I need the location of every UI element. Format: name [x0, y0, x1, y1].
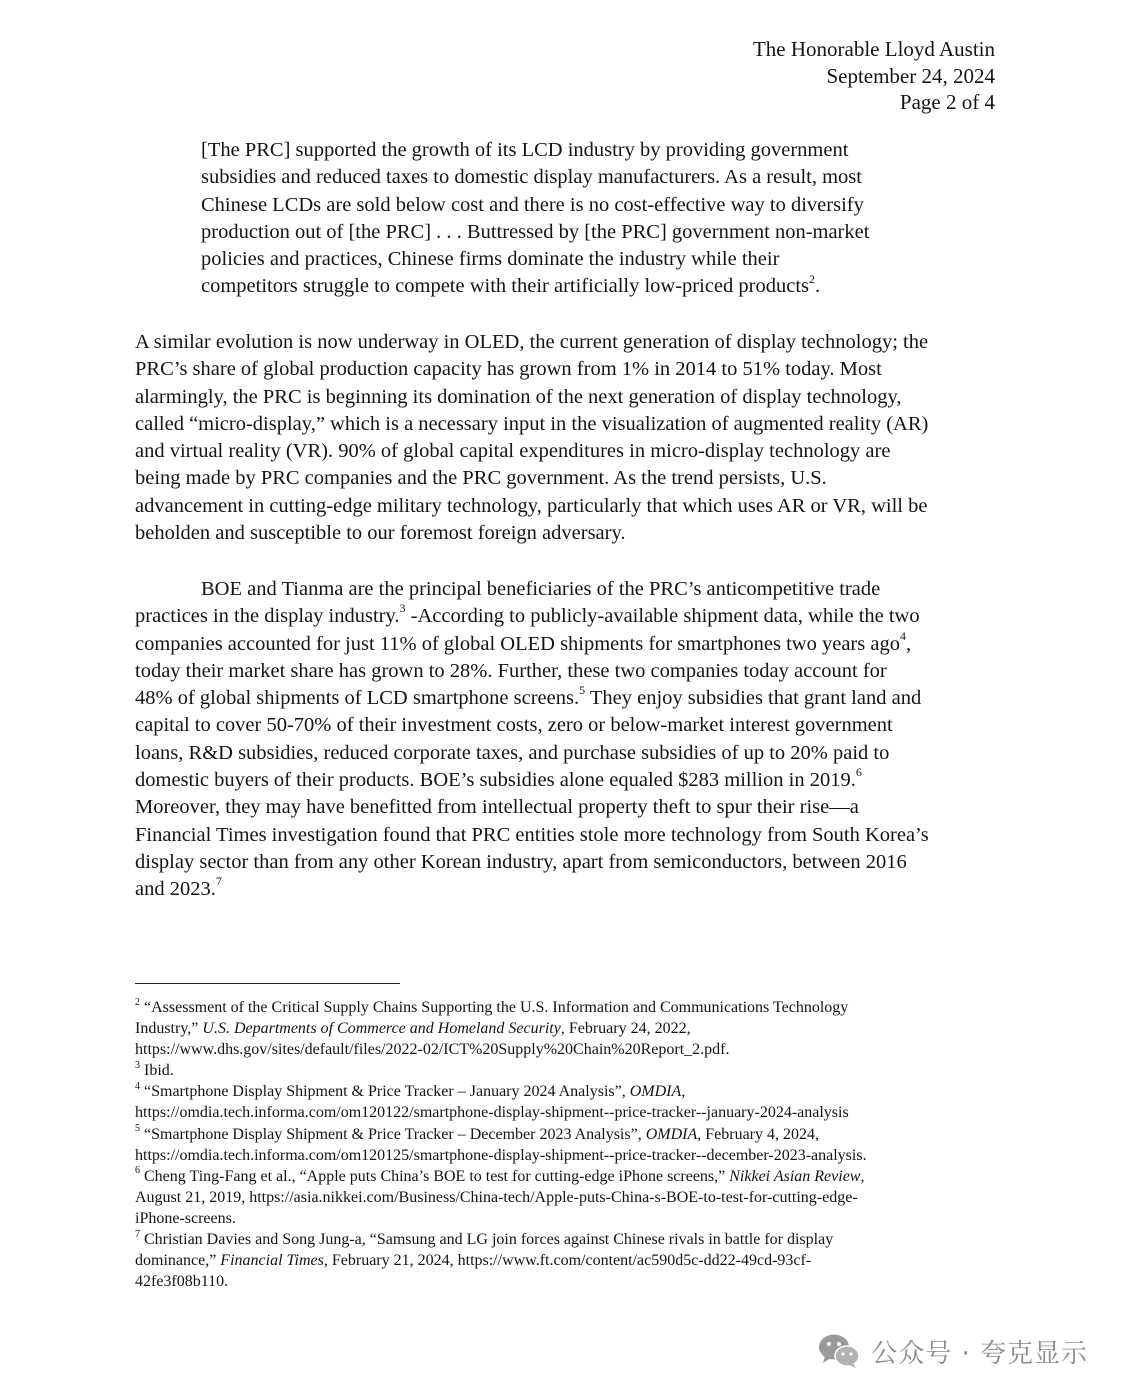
footnote-ref: 7 — [215, 874, 222, 889]
paragraph-line: loans, R&D subsidies, reduced corporate taxes, and purchase subsidies of up to 20% paid to — [135, 741, 890, 764]
footnote-4-link: https://omdia.tech.informa.com/om120122/smartphone-display-shipment--price-tracker--january-2024-analysis — [135, 1104, 849, 1122]
wechat-icon — [817, 1332, 861, 1370]
footnote-3: $^3$ Ibid. — [135, 1059, 174, 1080]
quote-line: [The PRC] supported the growth of its LCD industry by providing government — [201, 139, 849, 161]
quote-line: Chinese LCDs are sold below cost and there is no cost-effective way to diversify — [201, 193, 864, 216]
quote-line: production out of [the PRC] . . . Buttressed by [the PRC] government non-market — [201, 220, 870, 243]
footnote-6-cont: August 21, 2019, https://asia.nikkei.com/Business/China-tech/Apple-puts-China-s-BOE-to-test-for-cutting-edge- — [135, 1188, 858, 1206]
recipient-name: The Honorable Lloyd Austin — [752, 37, 995, 61]
paragraph-line: Moreover, they may have benefitted from intellectual property theft to spur their rise—a — [135, 796, 859, 819]
letter-date: September 24, 2024 — [826, 63, 995, 88]
paragraph-line: domestic buyers of their products. BOE’s subsidies alone equaled $283 million in 2019.$^6$ — [135, 765, 862, 792]
footnotes — [135, 997, 995, 1292]
paragraph-line: display sector than from any other Korean industry, apart from semiconductors, between 2016 — [135, 850, 907, 873]
footnote-6-cont: iPhone-screens. — [135, 1209, 236, 1227]
paragraph-line: practices in the display industry.$^3$ -According to publicly-available shipment data, while the two — [135, 601, 920, 628]
footnote-ref: 4 — [899, 628, 906, 643]
paragraph-boe-tianma — [135, 576, 1005, 904]
paragraph-line: called “micro-display,” which is a necessary input in the visualization of augmented reality (AR) — [135, 412, 929, 435]
paragraph-line: and 2023.$^7$ — [135, 874, 222, 901]
footnote-5: $^5$ “Smartphone Display Shipment & Price Tracker – December 2023 Analysis”, OMDIA, February 4, 2024, — [135, 1123, 819, 1143]
watermark-text: 公众号 · 夸克显示 — [871, 1338, 1088, 1369]
quote-line: subsidies and reduced taxes to domestic display manufacturers. As a result, most — [201, 166, 862, 189]
paragraph-line: beholden and susceptible to our foremost foreign adversary. — [135, 522, 626, 545]
paragraph-oled — [135, 329, 1005, 547]
paragraph-line: and virtual reality (VR). 90% of global capital expenditures in micro-display technology are — [135, 440, 891, 463]
letter-header — [753, 36, 995, 116]
paragraph-line: A similar evolution is now underway in OLED, the current generation of display technology; the — [135, 331, 929, 353]
footnote-ref: 3 — [399, 601, 406, 616]
footnote-4: $^4$ “Smartphone Display Shipment & Price Tracker – January 2024 Analysis”, OMDIA, — [135, 1081, 686, 1101]
paragraph-line: today their market share has grown to 28%. Further, these two companies today account for — [135, 659, 887, 682]
footnote-5-link: https://omdia.tech.informa.com/om120125/smartphone-display-shipment--price-tracker--december-2023-analysis. — [135, 1146, 867, 1164]
footnote-2-cont: Industry,” U.S. Departments of Commerce and Homeland Security, February 24, 2022, — [135, 1020, 691, 1038]
paragraph-line: being made by PRC companies and the PRC government. As the trend persists, U.S. — [135, 467, 827, 490]
block-quote — [201, 137, 936, 301]
footnote-ref: 5 — [579, 683, 586, 698]
footnote-7: $^7$ Christian Davies and Song Jung-a, “Samsung and LG join forces against Chinese rivals in battle for display — [135, 1228, 834, 1249]
wechat-watermark — [817, 1331, 1088, 1371]
footnote-6: $^6$ Cheng Ting-Fang et al., “Apple puts China’s BOE to test for cutting-edge iPhone screens,” Nikkei Asian Review, — [135, 1165, 865, 1185]
quote-line: policies and practices, Chinese firms dominate the industry while their — [201, 248, 780, 271]
paragraph-line: advancement in cutting-edge military technology, particularly that which uses AR or VR, will be — [135, 494, 928, 517]
footnote-divider — [135, 983, 400, 984]
paragraph-line: PRC’s share of global production capacity has grown from 1% in 2014 to 51% today. Most — [135, 358, 882, 381]
footnote-7-cont: 42fe3f08b110. — [135, 1273, 229, 1291]
paragraph-line: capital to cover 50-70% of their investment costs, zero or below-market interest government — [135, 714, 893, 737]
paragraph-line: Financial Times investigation found that PRC entities stole more technology from South Korea’s — [135, 823, 929, 846]
paragraph-line: alarmingly, the PRC is beginning its domination of the next generation of display technology, — [135, 385, 902, 408]
paragraph-line: BOE and Tianma are the principal beneficiaries of the PRC’s anticompetitive trade — [201, 578, 881, 600]
footnote-7-cont: dominance,” Financial Times, February 21, 2024, https://www.ft.com/content/ac590d5c-dd22-49cd-93cf- — [135, 1252, 812, 1270]
footnote-2: $^2$ “Assessment of the Critical Supply Chains Supporting the U.S. Information and Communications Technology — [135, 996, 849, 1016]
paragraph-line: companies accounted for just 11% of global OLED shipments for smartphones two years ago$^4$, — [135, 628, 912, 655]
footnote-ref: 2 — [809, 271, 815, 286]
footnote-2-link: https://www.dhs.gov/sites/default/files/2022-02/ICT%20Supply%20Chain%20Report_2.pdf. — [135, 1041, 730, 1059]
page-number: Page 2 of 4 — [899, 90, 995, 114]
paragraph-line: 48% of global shipments of LCD smartphone screens.$^5$ They enjoy subsidies that grant land and — [135, 683, 922, 710]
quote-line: competitors struggle to compete with their artificially low-priced products$^2$. — [201, 271, 821, 298]
footnote-ref: 6 — [855, 765, 862, 780]
